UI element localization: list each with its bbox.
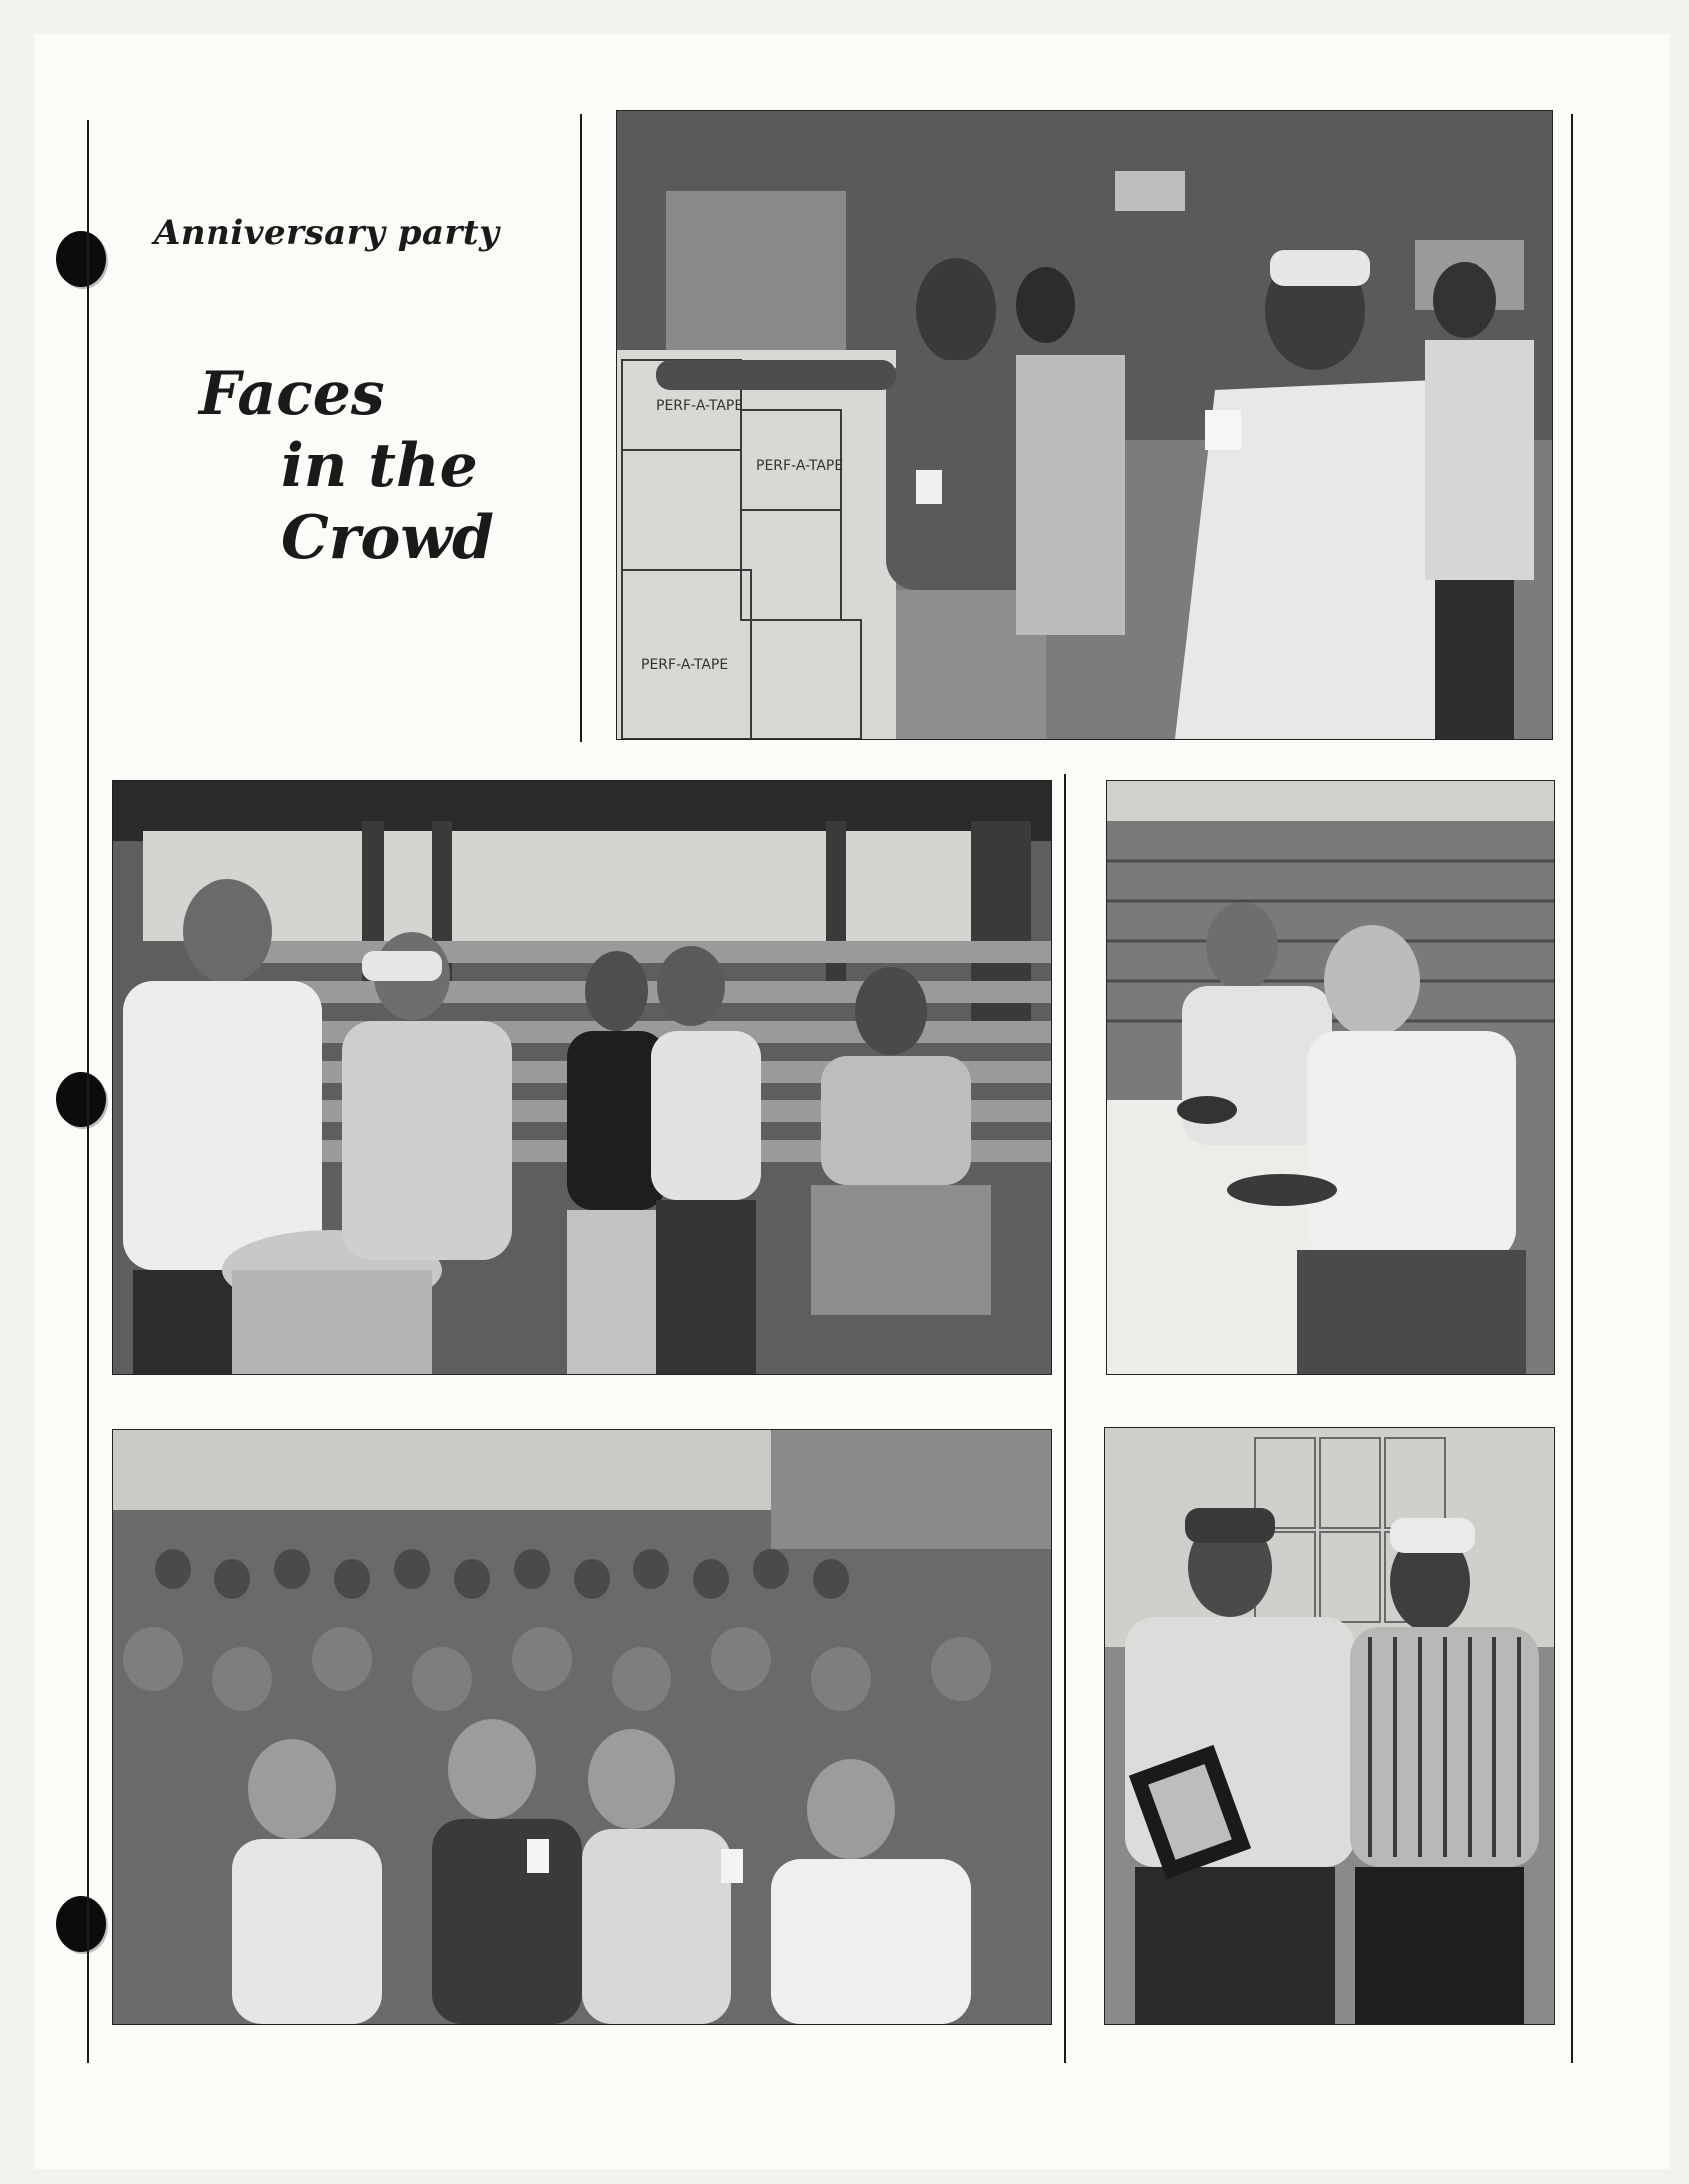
title-column-rule xyxy=(580,114,582,742)
left-margin-rule xyxy=(87,120,89,2063)
page-headline xyxy=(199,358,494,574)
middle-column-rule xyxy=(1064,774,1066,2063)
box-label-3: PERF-A-TAPE xyxy=(641,657,729,673)
binder-hole-bottom xyxy=(56,1896,106,1952)
headline-line-3: Crowd xyxy=(281,503,494,573)
binder-hole-middle xyxy=(56,1072,106,1127)
right-margin-rule xyxy=(1571,114,1573,2063)
photo-men-with-drinks xyxy=(616,110,1553,740)
photo-two-men-seated xyxy=(1106,780,1555,1375)
box-label-2: PERF-A-TAPE xyxy=(756,458,844,474)
binder-hole-top xyxy=(56,231,106,287)
headline-line-1: Faces xyxy=(199,359,385,429)
photo-crowd xyxy=(112,1429,1052,2025)
section-kicker: Anniversary party xyxy=(154,214,500,253)
headline-line-2: in the xyxy=(281,431,478,501)
photo-two-men-plaque xyxy=(1104,1427,1555,2025)
box-label-1: PERF-A-TAPE xyxy=(656,398,744,414)
magazine-page xyxy=(34,34,1670,2169)
photo-men-in-stands xyxy=(112,780,1052,1375)
